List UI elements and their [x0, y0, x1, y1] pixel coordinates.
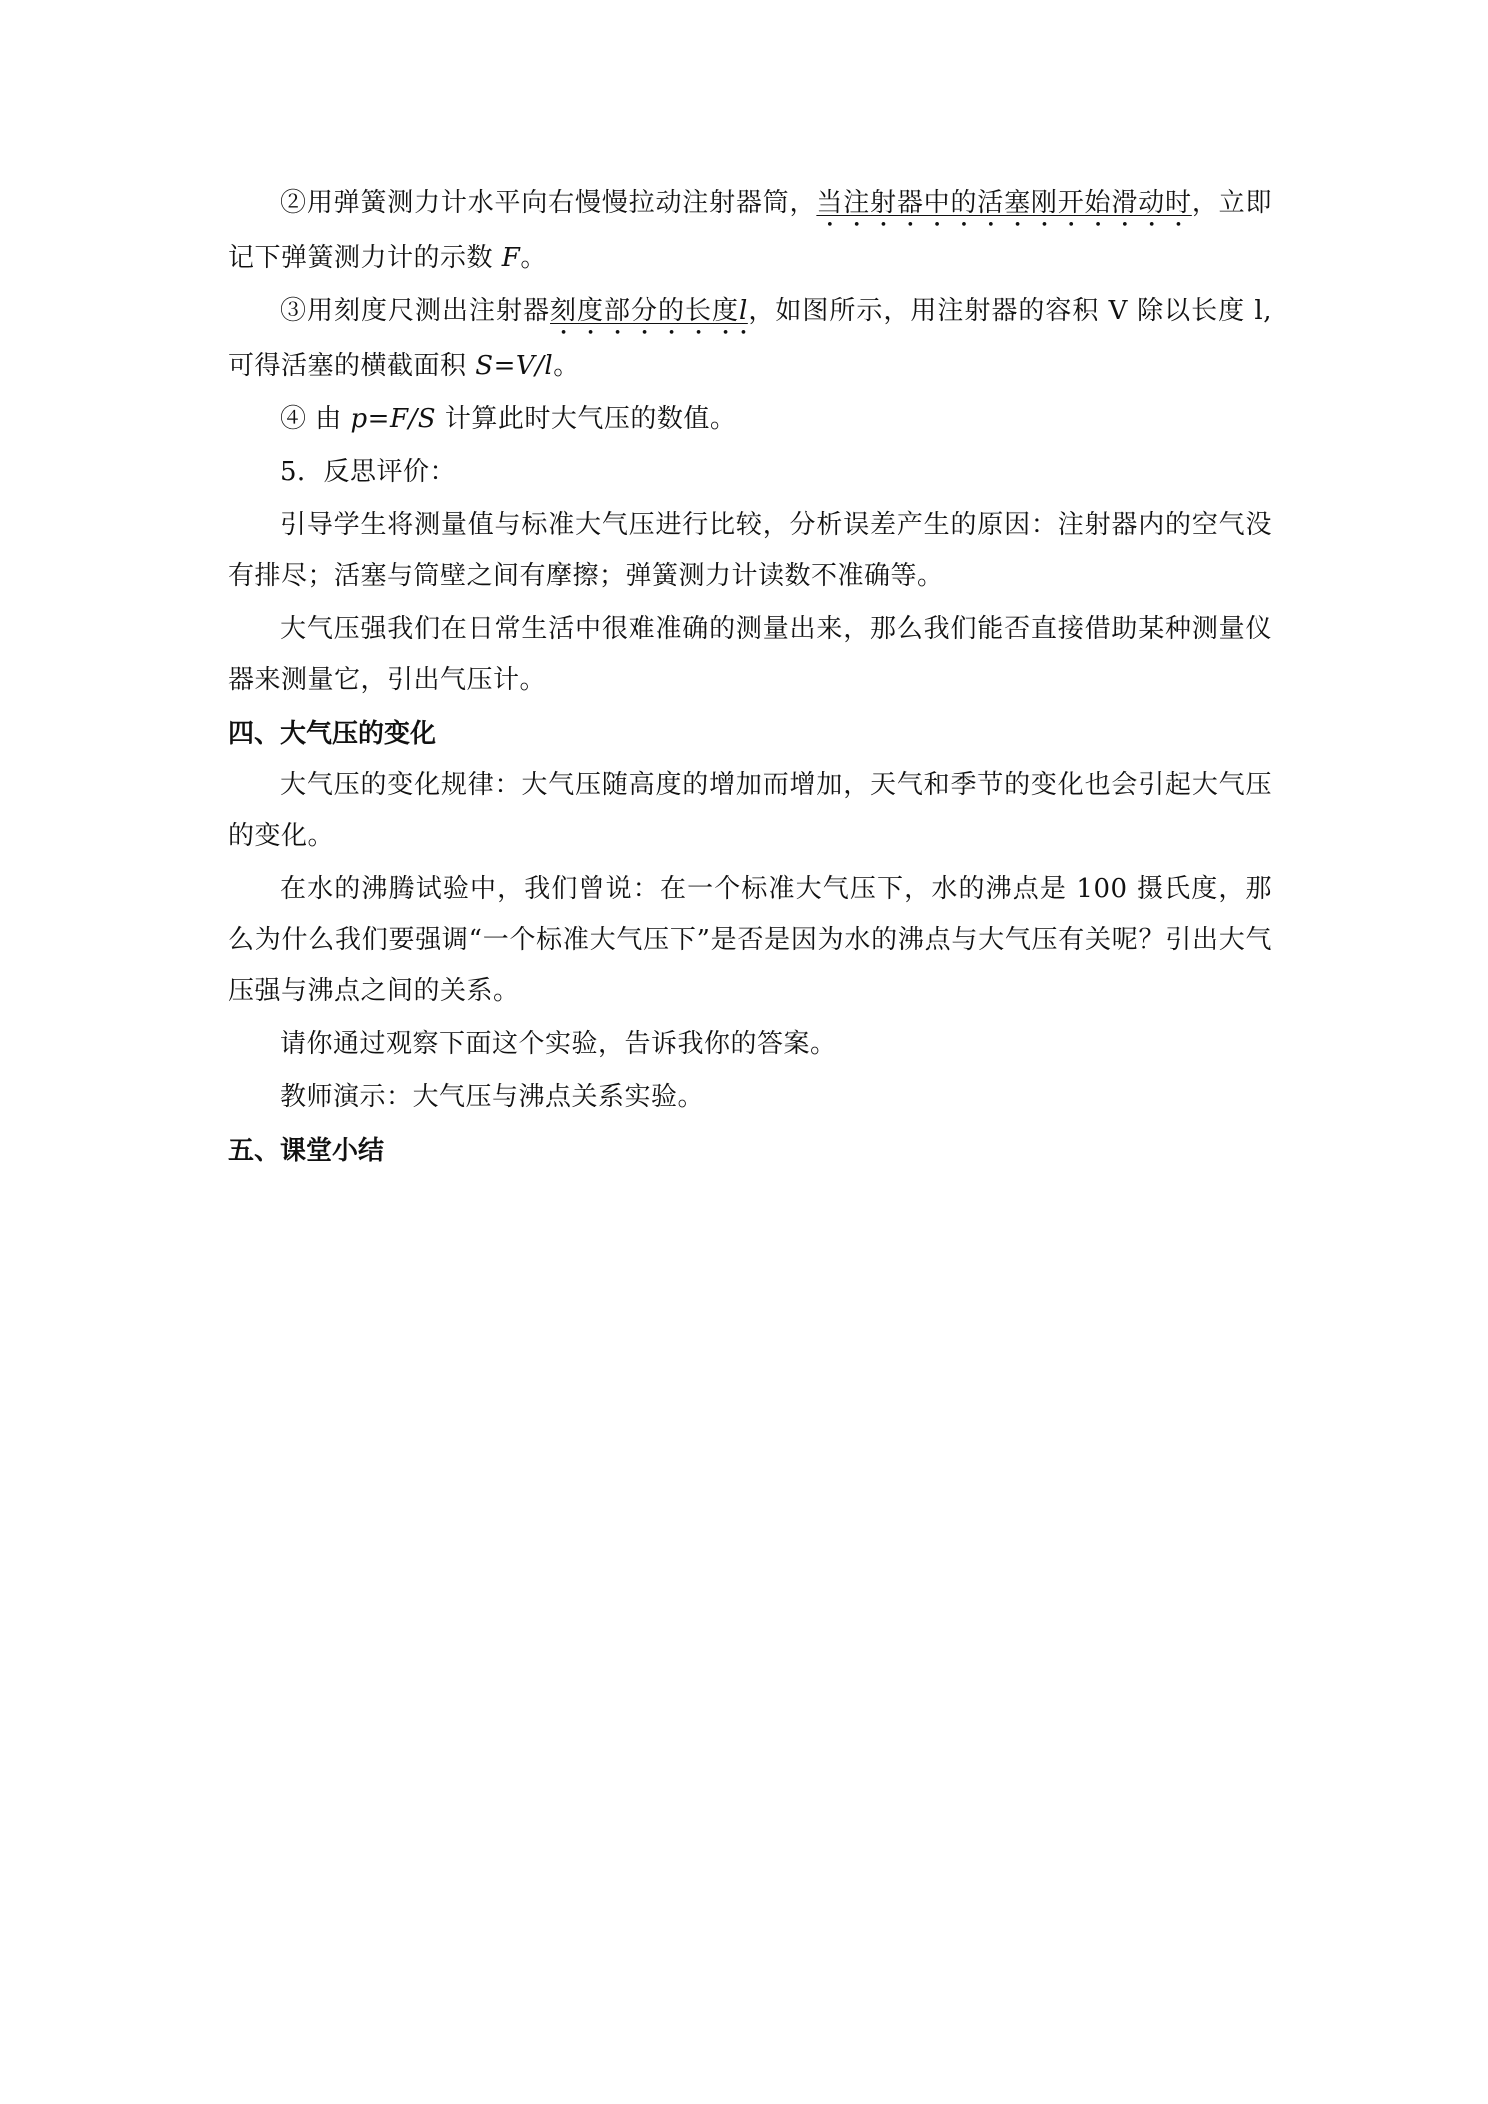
step-3-emphasis-text: 刻度部分的长度 [550, 296, 739, 326]
error-analysis-paragraph: 引导学生将测量值与标准大气压进行比较，分析误差产生的原因：注射器内的空气没有排尽；活塞与筒壁之间有摩擦；弹簧测力计读数不准确等。 [228, 510, 1272, 591]
step-2-paragraph [228, 178, 1272, 284]
barometer-paragraph: 大气压强我们在日常生活中很难准确的测量出来，那么我们能否直接借助某种测量仪器来测量它，引出气压计。 [228, 614, 1272, 695]
step-3-end: 。 [553, 351, 580, 381]
step-4-text: ④ 由 [280, 404, 351, 434]
area-formula: S=V/l [475, 351, 554, 381]
step-3-text: ③用刻度尺测出注射器 [280, 296, 550, 326]
step-3-emphasis [550, 296, 748, 326]
length-variable: l [739, 296, 748, 326]
teacher-demo-paragraph: 教师演示：大气压与沸点关系实验。 [280, 1082, 705, 1112]
observe-paragraph: 请你通过观察下面这个实验，告诉我你的答案。 [280, 1029, 837, 1059]
section-5-heading: 五、课堂小结 [228, 1136, 385, 1166]
pressure-formula: p=F/S [350, 404, 437, 434]
section-4-heading: 四、大气压的变化 [228, 719, 437, 749]
step-3-paragraph [228, 286, 1272, 392]
step-2-text-cont: ，立即记下弹簧测力计的示数 [228, 188, 1272, 273]
item-5-title: 5．反思评价： [280, 457, 457, 487]
step-2-emphasis: 当注射器中的活塞刚开始滑动时 [816, 188, 1192, 218]
pressure-change-paragraph: 大气压的变化规律：大气压随高度的增加而增加，天气和季节的变化也会引起大气压的变化。 [228, 770, 1272, 851]
step-2-text: ②用弹簧测力计水平向右慢慢拉动注射器筒， [280, 188, 817, 218]
force-variable: F [501, 243, 521, 273]
step-3-text-cont: ，如图所示，用注射器的容积 V 除以长度 l,可得活塞的横截面积 [228, 296, 1272, 381]
step-4-paragraph [228, 394, 1272, 445]
step-4-end: 计算此时大气压的数值。 [436, 404, 737, 434]
boiling-point-paragraph: 在水的沸腾试验中，我们曾说：在一个标准大气压下，水的沸点是 100 摄氏度，那么为什么我们要强调“一个标准大气压下”是否是因为水的沸点与大气压有关呢？引出大气压强与沸点之间的关系。 [228, 874, 1273, 1006]
document-body [228, 178, 1272, 1177]
step-2-end: 。 [520, 243, 547, 273]
